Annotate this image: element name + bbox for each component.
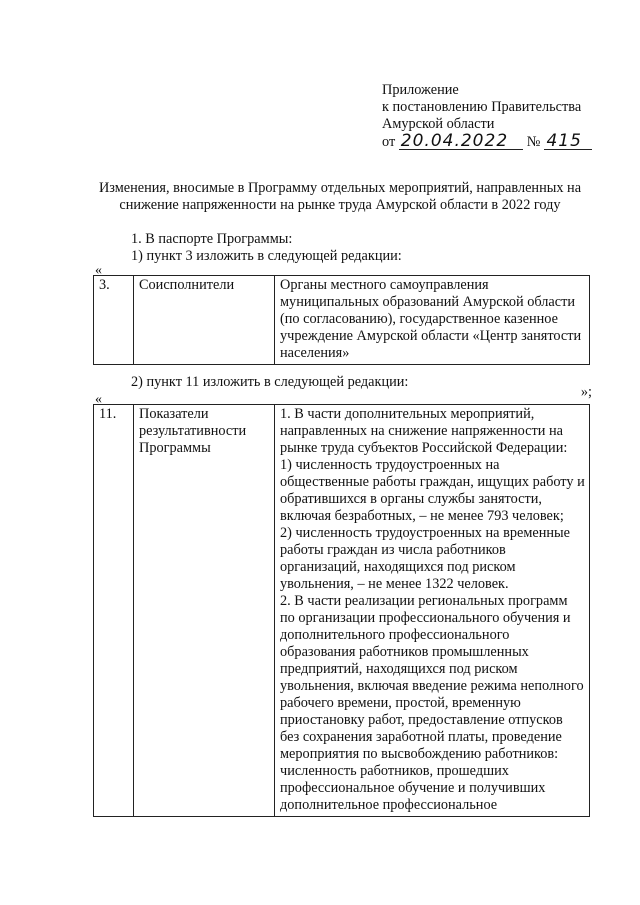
number-label: №: [526, 134, 541, 150]
appendix-line-3: Амурской области: [382, 116, 495, 132]
table-row: [94, 276, 590, 365]
quote-open-2: «: [95, 392, 102, 407]
indicator-line: 1. В части дополнительных мероприятий, направленных на снижение напряженности на рынке труда субъектов Российской Федерации:: [280, 406, 568, 456]
row-name: Показатели результативности Программы: [134, 405, 275, 817]
row-number: 11.: [94, 405, 134, 817]
title-line-1: Изменения, вносимые в Программу отдельных мероприятий, направленных на: [98, 180, 582, 196]
quote-close-1: »;: [580, 384, 592, 400]
quote-open-1: «: [95, 263, 102, 278]
appendix-line-2: к постановлению Правительства: [382, 99, 582, 115]
passport-table-item-3: [93, 275, 590, 365]
item-1-text: 1) пункт 3 изложить в следующей редакции:: [131, 248, 402, 264]
handwritten-date: 20.04.2022: [399, 133, 523, 150]
document-title: [60, 180, 620, 214]
item-2-text: 2) пункт 11 изложить в следующей редакции:: [131, 374, 409, 390]
table-row: [94, 405, 590, 817]
section-1-heading: 1. В паспорте Программы:: [131, 231, 293, 247]
indicator-line: 2) численность трудоустроенных на временные работы граждан из числа работников организаций, находящихся под риском увольнения, – не менее 1322 человек.: [280, 525, 570, 592]
row-number: 3.: [94, 276, 134, 365]
from-label: от: [382, 134, 396, 150]
appendix-line-1: Приложение: [382, 82, 459, 98]
indicator-line: численность работников, прошедших профессиональное обучение и получивших дополнительное профессиональное: [280, 763, 546, 813]
title-line-2: снижение напряженности на рынке труда Амурской области в 2022 году: [119, 197, 561, 213]
appendix-header: [382, 82, 622, 151]
row-value: Органы местного самоуправления муниципальных образований Амурской области (по согласованию), государственное казенное учреждение Амурской области «Центр занятости населения»: [275, 276, 590, 365]
passport-table-item-11: [93, 404, 590, 817]
row-name: Соисполнители: [134, 276, 275, 365]
indicator-line: 2. В части реализации региональных программ по организации профессионального обучения и дополнительного профессионального образования работников промышленных предприятий, находящихся под риском увольнения, включая введение режима неполного рабочего времени, простой, временную приостановку работ, предоставление отпусков без сохранения заработной платы, проведение мероприятия по высвобождению работников:: [280, 593, 584, 762]
appendix-date-row: [382, 133, 622, 151]
handwritten-number: 415: [544, 133, 592, 150]
indicator-line: 1) численность трудоустроенных на общественные работы граждан, ищущих работу и обратившихся в органы службы занятости, включая безработных, – не менее 793 человек;: [280, 457, 585, 524]
row-value: [275, 405, 590, 817]
